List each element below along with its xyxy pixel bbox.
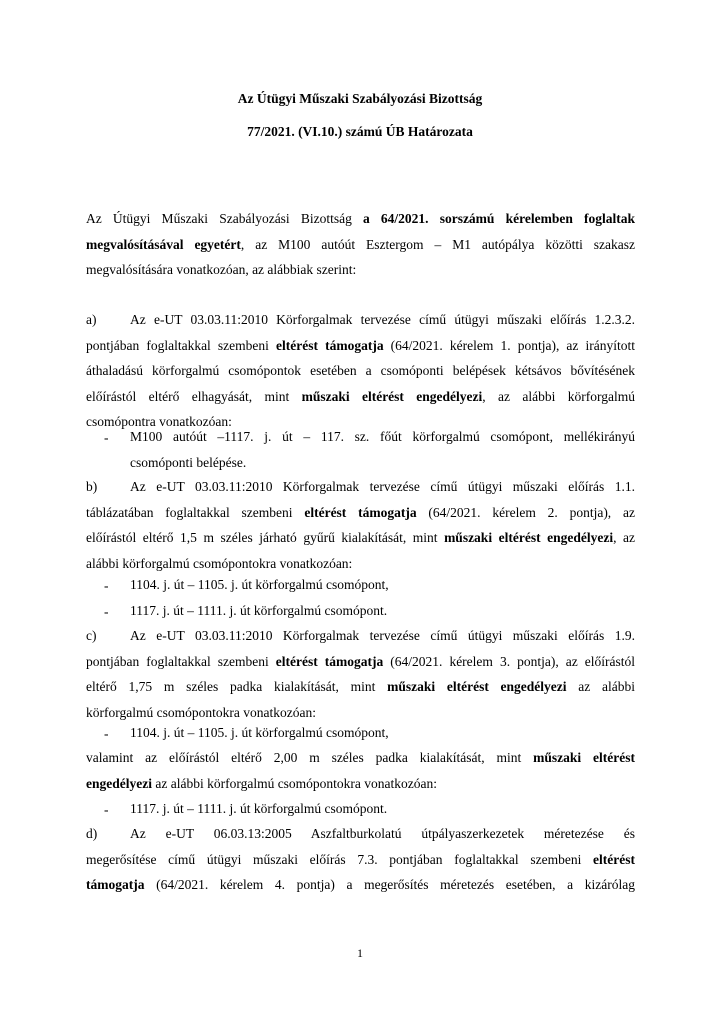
- section-a-line: áthaladású körforgalmú csomópontok esetében a csomóponti belépések kétsávos bővítésének: [86, 363, 635, 378]
- section-c-line: valamint az előírástól eltérő 2,00 m széles padka kialakítását, mint műszaki eltérést: [86, 750, 635, 765]
- intro-paragraph: [86, 206, 635, 283]
- bullet-dash: -: [104, 802, 109, 817]
- section-b-line: alábbi körforgalmú csomópontokra vonatkozóan:: [86, 555, 353, 571]
- intro-line: megvalósítására vonatkozóan, az alábbiak szerint:: [86, 262, 357, 277]
- bullet-dash: -: [104, 604, 109, 619]
- section-c-line: eltérő 1,75 m széles padka kialakítását, mint műszaki eltérést engedélyezi az alábbi: [86, 679, 635, 694]
- section-label: b): [86, 479, 98, 494]
- section-a-line: pontjában foglaltakkal szembeni eltérést támogatja (64/2021. kérelem 1. pontja), az irányított: [86, 337, 636, 353]
- section-a-line: előírástól eltérő elhagyását, mint műszaki eltérést engedélyezi, az alábbi körforgalmú: [86, 388, 635, 404]
- bullet-dash: -: [104, 578, 109, 593]
- section-a-line: a) Az e-UT 03.03.11:2010 Körforgalmak tervezése című útügyi műszaki előírás 1.2.3.2.: [86, 307, 635, 333]
- page-number: 1: [357, 946, 363, 960]
- section-c-line: c) Az e-UT 03.03.11:2010 Körforgalmak tervezése című útügyi műszaki előírás 1.9.: [86, 623, 635, 649]
- section-label: d): [86, 826, 98, 841]
- bullet-dash: -: [104, 726, 109, 741]
- section-d-line: d) Az e-UT 06.03.13:2005 Aszfaltburkolatú útpályaszerkezetek méretezése és: [86, 821, 635, 847]
- section-b-line: b) Az e-UT 03.03.11:2010 Körforgalmak tervezése című útügyi műszaki előírás 1.1.: [86, 474, 635, 500]
- document-title: Az Útügyi Műszaki Szabályozási Bizottság: [237, 91, 483, 106]
- section-label: a): [86, 312, 97, 327]
- section-d-line: megerősítése című útügyi műszaki előírás 7.3. pontjában foglaltakkal szembeni eltérést: [86, 851, 635, 867]
- section-label: c): [86, 628, 97, 643]
- bullet-item: 1104. j. út – 1105. j. út körforgalmú csomópont,: [130, 577, 389, 592]
- section-b-line: táblázatában foglaltakkal szembeni eltérést támogatja (64/2021. kérelem 2. pontja), az: [86, 504, 635, 520]
- resolution-number: 77/2021. (VI.10.) számú ÚB Határozata: [247, 124, 473, 139]
- bullet-item: 1117. j. út – 1111. j. út körforgalmú csomópont.: [130, 603, 388, 618]
- section-b-line: előírástól eltérő 1,5 m széles járható gyűrű kialakítását, mint műszaki eltérést engedélyezi, az: [86, 530, 636, 545]
- section-b: [86, 474, 635, 576]
- section-d-line: támogatja (64/2021. kérelem 4. pontja) a megerősítés méretezés esetében, a kizárólag: [86, 877, 635, 892]
- bullet-item: M100 autóút –1117. j. út – 117. sz. főút körforgalmú csomópont, mellékirányú csomóponti belépése.: [130, 429, 635, 470]
- intro-line: megvalósításával egyetért, az M100 autóút Esztergom – M1 autópálya közötti szakasz: [86, 236, 635, 252]
- bullet-dash: -: [104, 430, 109, 445]
- section-a: [86, 307, 635, 435]
- section-c: [86, 623, 635, 725]
- intro-line: Az Útügyi Műszaki Szabályozási Bizottság a 64/2021. sorszámú kérelemben foglaltak: [86, 211, 635, 226]
- bullet-item: 1104. j. út – 1105. j. út körforgalmú csomópont,: [130, 725, 389, 740]
- section-c-line: pontjában foglaltakkal szembeni eltérést támogatja (64/2021. kérelem 3. pontja), az előírástól: [86, 653, 635, 669]
- section-c-line: engedélyezi az alábbi körforgalmú csomópontokra vonatkozóan:: [86, 775, 438, 791]
- section-d: [86, 821, 635, 898]
- section-c-line: körforgalmú csomópontokra vonatkozóan:: [86, 704, 316, 720]
- section-a-line: csomópontra vonatkozóan:: [86, 414, 232, 429]
- bullet-item: 1117. j. út – 1111. j. út körforgalmú csomópont.: [130, 801, 388, 816]
- section-c-continuation: [86, 745, 635, 796]
